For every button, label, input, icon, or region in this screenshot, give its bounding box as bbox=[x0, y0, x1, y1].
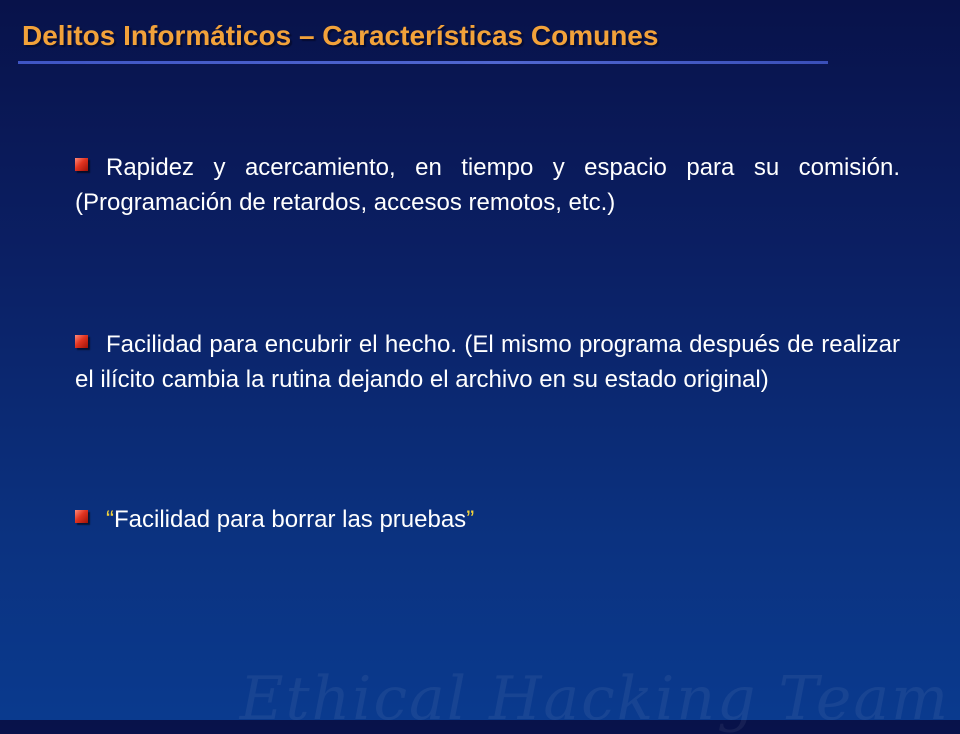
red-square-bullet-icon bbox=[75, 510, 88, 523]
title-underline bbox=[18, 61, 828, 64]
open-quote-mark: “ bbox=[106, 506, 114, 533]
bullet-text: Facilidad para encubrir el hecho. (El mismo programa después de realizar el ilícito cambia la rutina dejando el archivo en su estado original) bbox=[75, 331, 900, 393]
red-square-bullet-icon bbox=[75, 158, 88, 171]
red-square-bullet-icon bbox=[75, 335, 88, 348]
bullet-text: Facilidad para borrar las pruebas bbox=[114, 506, 467, 533]
bullet-item bbox=[75, 150, 900, 220]
slide-title: Delitos Informáticos – Características Comunes bbox=[22, 20, 659, 51]
watermark: Ethical Hacking Team bbox=[239, 664, 950, 734]
bullet-item bbox=[75, 502, 900, 537]
close-quote-mark: ” bbox=[466, 506, 475, 533]
bullet-text: Rapidez y acercamiento, en tiempo y espacio para su comisión. (Programación de retardos, accesos remotos, etc.) bbox=[75, 154, 900, 216]
bullet-item bbox=[75, 327, 900, 397]
